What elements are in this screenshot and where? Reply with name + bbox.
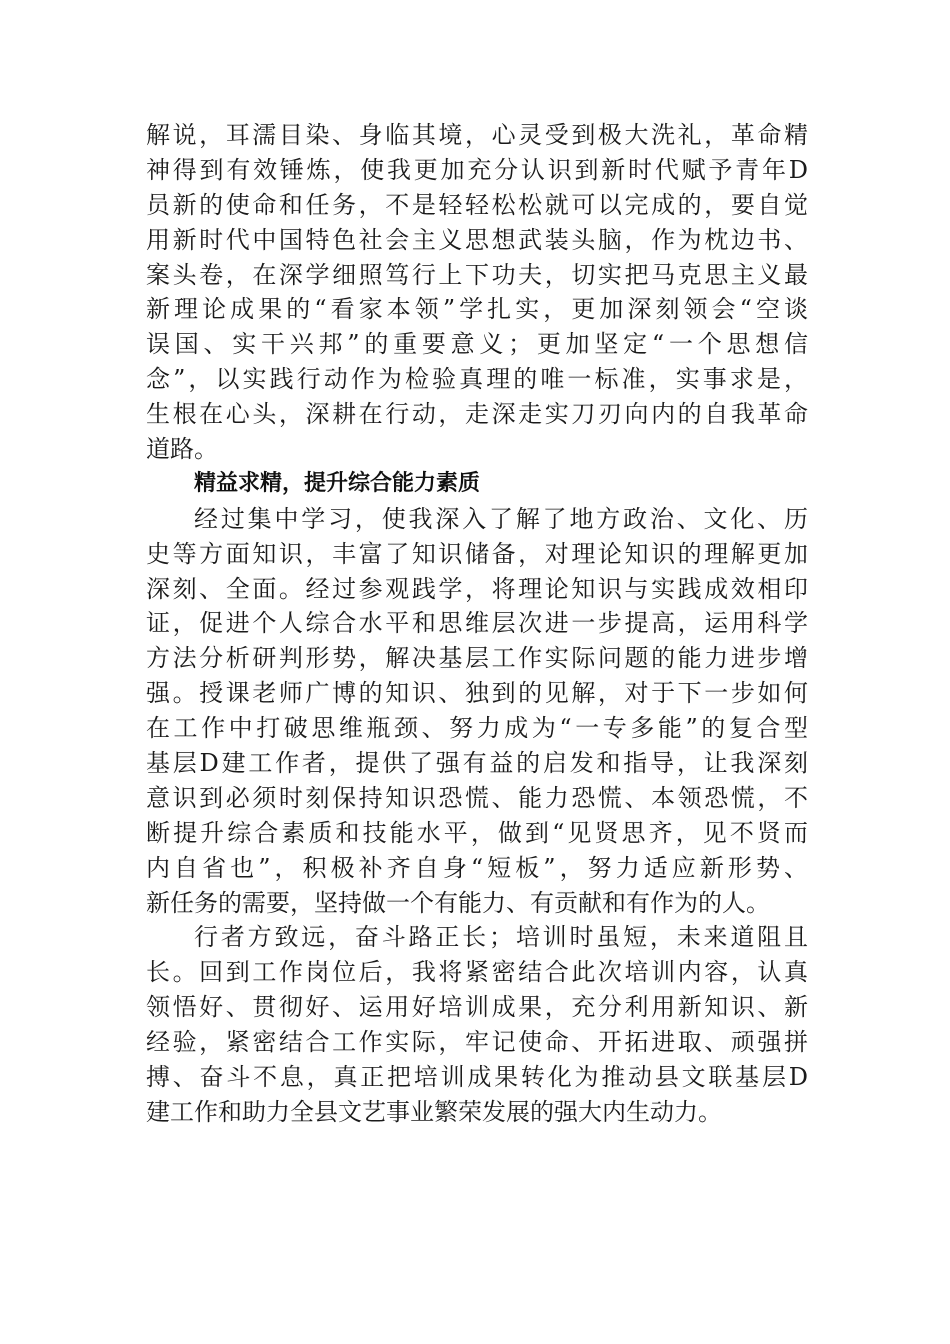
text-line: 经过集中学习，使我深入了解了地方政治、文化、历 [194,504,808,533]
section-heading: 精益求精，提升综合能力素质 [194,470,481,496]
text-line: 员新的使命和任务，不是轻轻松松就可以完成的，要自觉 [146,190,808,219]
text-line: 用新时代中国特色社会主义思想武装头脑，作为枕边书、 [146,225,808,254]
paragraph-study [146,502,808,921]
text-line: 证，促进个人综合水平和思维层次进一步提高，运用科学 [146,609,808,638]
text-line: 案头卷，在深学细照笃行上下功夫，切实把马克思主义最 [146,260,808,289]
text-line: 断提升综合素质和技能水平，做到“见贤思齐，见不贤而 [146,818,808,847]
text-line: 方法分析研判形势，解决基层工作实际问题的能力进步增 [146,644,808,673]
text-line: 解说，耳濡目染、身临其境，心灵受到极大洗礼，革命精 [146,121,808,149]
text-line: 念”，以实践行动作为检验真理的唯一标准，实事求是， [146,365,808,394]
paragraph-conclusion [146,920,808,1129]
text-line: 神得到有效锤炼，使我更加充分认识到新时代赋予青年D [146,155,808,184]
document-page [146,118,808,1130]
text-line: 基层D建工作者，提供了强有益的启发和指导，让我深刻 [146,749,808,778]
text-line: 搏、奋斗不息，真正把培训成果转化为推动县文联基层D [146,1063,808,1092]
text-line: 行者方致远，奋斗路正长；培训时虽短，未来道阻且 [194,923,808,952]
text-line: 意识到必须时刻保持知识恐慌、能力恐慌、本领恐慌，不 [146,783,808,812]
text-line: 长。回到工作岗位后，我将紧密结合此次培训内容，认真 [146,958,808,987]
text-line: 建工作和助力全县文艺事业繁荣发展的强大内生动力。 [146,1097,722,1126]
text-line: 史等方面知识，丰富了知识储备，对理论知识的理解更加 [146,539,808,568]
text-line: 新任务的需要，坚持做一个有能力、有贡献和有作为的人。 [146,888,770,917]
text-line: 误国、实干兴邦”的重要意义；更加坚定“一个思想信 [146,330,808,359]
text-line: 强。授课老师广博的知识、独到的见解，对于下一步如何 [146,679,808,708]
text-line: 深刻、全面。经过参观践学，将理论知识与实践成效相印 [146,574,808,603]
text-line: 领悟好、贯彻好、运用好培训成果，充分利用新知识、新 [146,993,808,1022]
text-line: 在工作中打破思维瓶颈、努力成为“一专多能”的复合型 [146,714,808,743]
text-line: 经验，紧密结合工作实际，牢记使命、开拓进取、顽强拼 [146,1028,808,1057]
text-line: 道路。 [146,435,218,464]
paragraph-continuation [146,118,808,467]
text-line: 内自省也”，积极补齐自身“短板”，努力适应新形势、 [146,853,808,882]
text-line: 新理论成果的“看家本领”学扎实，更加深刻领会“空谈 [146,295,808,324]
text-line: 生根在心头，深耕在行动，走深走实刀刃向内的自我革命 [146,400,808,429]
